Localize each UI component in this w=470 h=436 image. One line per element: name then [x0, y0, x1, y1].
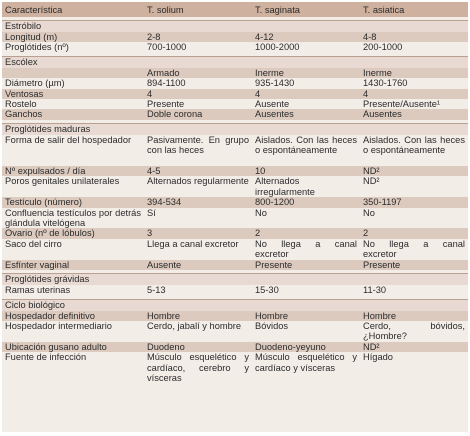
cell-t-asiatica: ND² [360, 342, 468, 352]
table-row [2, 352, 468, 383]
cell-t-asiatica: 200-1000 [360, 42, 468, 52]
cell-t-saginata: Presente [252, 260, 360, 270]
section-title-row [2, 299, 468, 311]
cell-t-solium: 4-5 [144, 166, 252, 176]
cell-characteristic: Ventosas [2, 89, 144, 99]
cell-t-solium: 5-13 [144, 285, 252, 295]
cell-t-saginata: 2 [252, 228, 360, 238]
cell-t-saginata: Ausentes [252, 109, 360, 119]
table-row [2, 228, 468, 238]
cell-t-solium: Músculo esquelético y cardíaco, cerebro y vísceras [144, 352, 252, 383]
cell-t-saginata: No llega a canal excretor [252, 239, 360, 260]
table-row [2, 166, 468, 176]
section-title: Proglótides grávidas [2, 274, 468, 286]
table-row [2, 78, 468, 88]
cell-t-asiatica: 350-1197 [360, 197, 468, 207]
cell-t-asiatica: No llega a canal excretor [360, 239, 468, 260]
section-title-row [2, 274, 468, 286]
cell-characteristic: Ubicación gusano adulto [2, 342, 144, 352]
cell-t-asiatica: Hombre [360, 311, 468, 321]
cell-t-saginata: No [252, 208, 360, 229]
section-title-row [2, 123, 468, 135]
cell-t-saginata: Bóvidos [252, 321, 360, 342]
cell-characteristic [2, 68, 144, 78]
section-title-row [2, 56, 468, 68]
cell-t-solium: Doble corona [144, 109, 252, 119]
cell-t-saginata: 935-1430 [252, 78, 360, 88]
section-title: Proglótides maduras [2, 123, 468, 135]
cell-characteristic: Forma de salir del hospedador [2, 135, 144, 166]
table-row [2, 176, 468, 197]
cell-t-asiatica: 1430-1760 [360, 78, 468, 88]
cell-t-asiatica: ND² [360, 166, 468, 176]
cell-t-saginata: Músculo esquelético y cardíaco y vísceras [252, 352, 360, 383]
cell-t-solium: Duodeno [144, 342, 252, 352]
section-title: Estróbilo [2, 21, 468, 33]
header-t-saginata: T. saginata [252, 2, 360, 17]
cell-t-solium: Sí [144, 208, 252, 229]
cell-characteristic: Hospedador intermediario [2, 321, 144, 342]
cell-t-solium: 894-1100 [144, 78, 252, 88]
table-row [2, 239, 468, 260]
cell-characteristic: Rostelo [2, 99, 144, 109]
cell-t-asiatica: Presente/Ausente¹ [360, 99, 468, 109]
cell-characteristic: Proglótides (nº) [2, 42, 144, 52]
cell-t-solium: 2-8 [144, 32, 252, 42]
cell-characteristic: Nº expulsados / día [2, 166, 144, 176]
cell-characteristic: Ganchos [2, 109, 144, 119]
cell-t-solium: Hombre [144, 311, 252, 321]
cell-t-solium: Presente [144, 99, 252, 109]
cell-t-asiatica: Inerme [360, 68, 468, 78]
section-title-row [2, 21, 468, 33]
cell-t-solium: Alternados regularmente [144, 176, 252, 197]
cell-characteristic: Diámetro (µm) [2, 78, 144, 88]
cell-t-asiatica: 4 [360, 89, 468, 99]
cell-t-saginata: Inerme [252, 68, 360, 78]
cell-t-saginata: Hombre [252, 311, 360, 321]
cell-t-solium: Armado [144, 68, 252, 78]
cell-t-asiatica: Aislados. Con las heces o espontáneamente [360, 135, 468, 166]
section-title: Escólex [2, 56, 468, 68]
cell-t-asiatica: 11-30 [360, 285, 468, 295]
table-row [2, 260, 468, 270]
cell-characteristic: Longitud (m) [2, 32, 144, 42]
cell-t-saginata: Alternados irregularmente [252, 176, 360, 197]
cell-t-solium: Pasivamente. En grupo con las heces [144, 135, 252, 166]
table-row [2, 135, 468, 166]
cell-t-asiatica: 2 [360, 228, 468, 238]
cell-characteristic: Testículo (número) [2, 197, 144, 207]
cell-t-asiatica: ND² [360, 176, 468, 197]
cell-characteristic: Fuente de infección [2, 352, 144, 383]
cell-characteristic: Poros genitales unilaterales [2, 176, 144, 197]
table-body [2, 2, 468, 383]
cell-t-solium: Ausente [144, 260, 252, 270]
cell-t-saginata: 1000-2000 [252, 42, 360, 52]
table-row [2, 99, 468, 109]
table-row [2, 109, 468, 119]
table-row [2, 285, 468, 295]
cell-t-solium: 394-534 [144, 197, 252, 207]
table-row [2, 208, 468, 229]
cell-t-saginata: 4 [252, 89, 360, 99]
table-header-row [2, 2, 468, 17]
cell-t-saginata: 4-12 [252, 32, 360, 42]
cell-t-asiatica: Ausentes [360, 109, 468, 119]
cell-t-saginata: 15-30 [252, 285, 360, 295]
cell-t-asiatica: 4-8 [360, 32, 468, 42]
table-row [2, 32, 468, 42]
header-t-solium: T. solium [144, 2, 252, 17]
cell-t-asiatica: No [360, 208, 468, 229]
cell-t-saginata: 800-1200 [252, 197, 360, 207]
cell-t-solium: 700-1000 [144, 42, 252, 52]
cell-characteristic: Hospedador definitivo [2, 311, 144, 321]
table-row [2, 321, 468, 342]
cell-t-asiatica: Hígado [360, 352, 468, 383]
table-row [2, 89, 468, 99]
taenia-comparison-table [2, 2, 468, 383]
cell-t-saginata: 10 [252, 166, 360, 176]
section-title: Ciclo biológico [2, 299, 468, 311]
cell-t-solium: Llega a canal excretor [144, 239, 252, 260]
cell-t-saginata: Duodeno-yeyuno [252, 342, 360, 352]
cell-t-saginata: Aislados. Con las heces o espontáneamente [252, 135, 360, 166]
cell-characteristic: Saco del cirro [2, 239, 144, 260]
cell-t-solium: 4 [144, 89, 252, 99]
cell-t-asiatica: Cerdo, bóvidos, ¿Hombre? [360, 321, 468, 342]
cell-t-saginata: Ausente [252, 99, 360, 109]
table-row [2, 342, 468, 352]
header-t-asiatica: T. asiatica [360, 2, 468, 17]
cell-characteristic: Ovario (nº de lóbulos) [2, 228, 144, 238]
cell-t-asiatica: Presente [360, 260, 468, 270]
cell-t-solium: 3 [144, 228, 252, 238]
table-row [2, 311, 468, 321]
table-row [2, 68, 468, 78]
cell-characteristic: Esfínter vaginal [2, 260, 144, 270]
cell-characteristic: Confluencia testículos por detrás glándula vitelógena [2, 208, 144, 229]
table-row [2, 42, 468, 52]
cell-t-solium: Cerdo, jabalí y hombre [144, 321, 252, 342]
header-characteristic: Característica [2, 2, 144, 17]
comparison-table-sheet [2, 2, 468, 432]
table-row [2, 197, 468, 207]
cell-characteristic: Ramas uterinas [2, 285, 144, 295]
